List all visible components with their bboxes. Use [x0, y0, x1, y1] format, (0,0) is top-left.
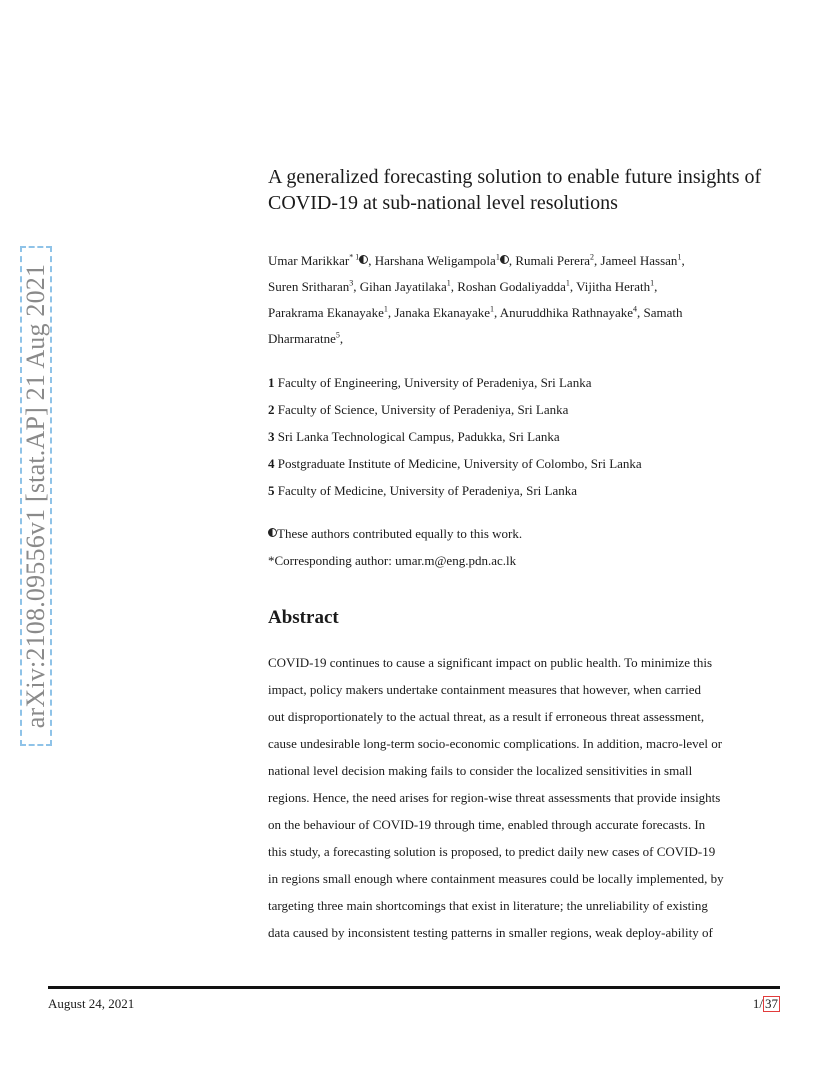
author-name: Janaka Ekanayake [394, 305, 490, 320]
affiliation-number: 3 [268, 429, 275, 444]
corresponding-author-note: *Corresponding author: umar.m@eng.pdn.ac.lk [268, 553, 517, 568]
author-name: Gihan Jayatilaka [359, 279, 447, 294]
author-affil-sup: 1 [490, 304, 494, 314]
affiliation-text: Faculty of Medicine, University of Peradeniya, Sri Lanka [277, 483, 578, 498]
abstract-line: national level decision making fails to consider the localized sensitivities in small [268, 763, 693, 778]
affiliation-text: Faculty of Science, University of Peradeniya, Sri Lanka [277, 402, 569, 417]
author-name: Anuruddhika Rathnayake [499, 305, 634, 320]
author-name: Jameel Hassan [600, 253, 678, 268]
author-name: Umar Marikkar [268, 253, 350, 268]
footer-rule [48, 986, 780, 989]
author-name: Roshan Godaliyadda [457, 279, 566, 294]
affiliation-2 [268, 401, 788, 419]
author-affil-sup: 1 [383, 304, 388, 314]
abstract-heading: Abstract [268, 607, 339, 628]
abstract-line: this study, a forecasting solution is proposed, to predict daily new cases of COVID-19 [268, 844, 716, 859]
abstract-line: COVID-19 continues to cause a significant impact on public health. To minimize this [268, 655, 713, 670]
author-name: Harshana Weligampola [374, 253, 496, 268]
author-affil-sup: 5 [335, 330, 340, 340]
affiliation-number: 2 [268, 402, 275, 417]
arxiv-stamp [20, 246, 52, 746]
page-current: 1 [752, 996, 760, 1011]
page-total-link[interactable]: 37 [765, 996, 778, 1011]
author-affil-sup: 1 [565, 278, 570, 288]
affiliation-number: 5 [268, 483, 275, 498]
equal-contribution-icon [359, 255, 368, 264]
author-name: Vijitha Herath [576, 279, 651, 294]
affiliation-text: Sri Lanka Technological Campus, Padukka, Sri Lanka [277, 429, 560, 444]
author-affil-sup: 1 [495, 252, 500, 262]
author-name: Rumali Perera [515, 253, 591, 268]
author-affil-sup: 1 [677, 252, 682, 262]
affiliation-number: 1 [268, 375, 275, 390]
author-affil-sup: * 1 [349, 252, 360, 262]
equal-contribution-note [268, 525, 788, 543]
page-separator: / [759, 996, 763, 1011]
paper-title: A generalized forecasting solution to enable future insights of COVID-19 at sub-national level resolutions [268, 166, 762, 214]
affiliation-3 [268, 428, 788, 446]
author-name: Suren Sritharan [268, 279, 350, 294]
arxiv-id: arXiv:2108.09556v1 [stat.AP] 21 Aug 2021 [21, 263, 51, 729]
affiliation-text: Faculty of Engineering, University of Peradeniya, Sri Lanka [277, 375, 592, 390]
abstract-line: on the behaviour of COVID-19 through time, enabled through accurate forecasts. In [268, 817, 706, 832]
abstract-line: targeting three main shortcomings that exist in literature; the unreliability of existing [268, 898, 708, 913]
equal-contribution-icon [500, 255, 509, 264]
author-name-part-first: Samath [643, 305, 683, 320]
affiliation-number: 4 [268, 456, 275, 471]
page-indicator [753, 996, 780, 1012]
author-affil-sup: 2 [590, 252, 595, 262]
author-name: Parakrama Ekanayake [268, 305, 384, 320]
affiliation-text: Postgraduate Institute of Medicine, University of Colombo, Sri Lanka [277, 456, 642, 471]
footer-date: August 24, 2021 [48, 996, 135, 1011]
affiliation-5 [268, 482, 788, 500]
equal-contribution-text: These authors contributed equally to this work. [277, 526, 523, 541]
author-list: Umar Marikkar$^{* 1}$ , Harshana Weligampola$^1$ , Rumali Perera$^2$, Jameel Hassan$^1$, Suren Sritharan$^3$, Gihan Jayatilaka$^1$, Roshan Godaliyadda$^1$, Vijitha Herath$^1$, Parakrama Ekanayake$^1$, Janaka Ekanayake$^1$, Anuruddhika Rathnayake$^4$, Samath Dharmaratne$^5$, [268, 252, 685, 346]
author-affil-sup: 1 [446, 278, 451, 288]
author-affil-sup: 1 [650, 278, 655, 288]
affiliation-1 [268, 374, 788, 392]
equal-contribution-icon [268, 528, 277, 537]
abstract-body [268, 649, 780, 946]
author-name-part-last: Dharmaratne [268, 331, 336, 346]
abstract-line: data caused by inconsistent testing patterns in smaller regions, weak deploy-ability of [268, 925, 713, 940]
affiliation-4 [268, 455, 788, 473]
author-affil-sup: 4 [633, 304, 638, 314]
abstract-line: out disproportionately to the actual threat, as a result if erroneous threat assessment, [268, 709, 705, 724]
abstract-line: regions. Hence, the need arises for region-wise threat assessments that provide insights [268, 790, 721, 805]
author-affil-sup: 3 [349, 278, 354, 288]
abstract-line: in regions small enough where containment measures could be locally implemented, by [268, 871, 724, 886]
abstract-line: impact, policy makers undertake containment measures that however, when carried [268, 682, 702, 697]
abstract-line: cause undesirable long-term socio-economic complications. In addition, macro-level or [268, 736, 723, 751]
